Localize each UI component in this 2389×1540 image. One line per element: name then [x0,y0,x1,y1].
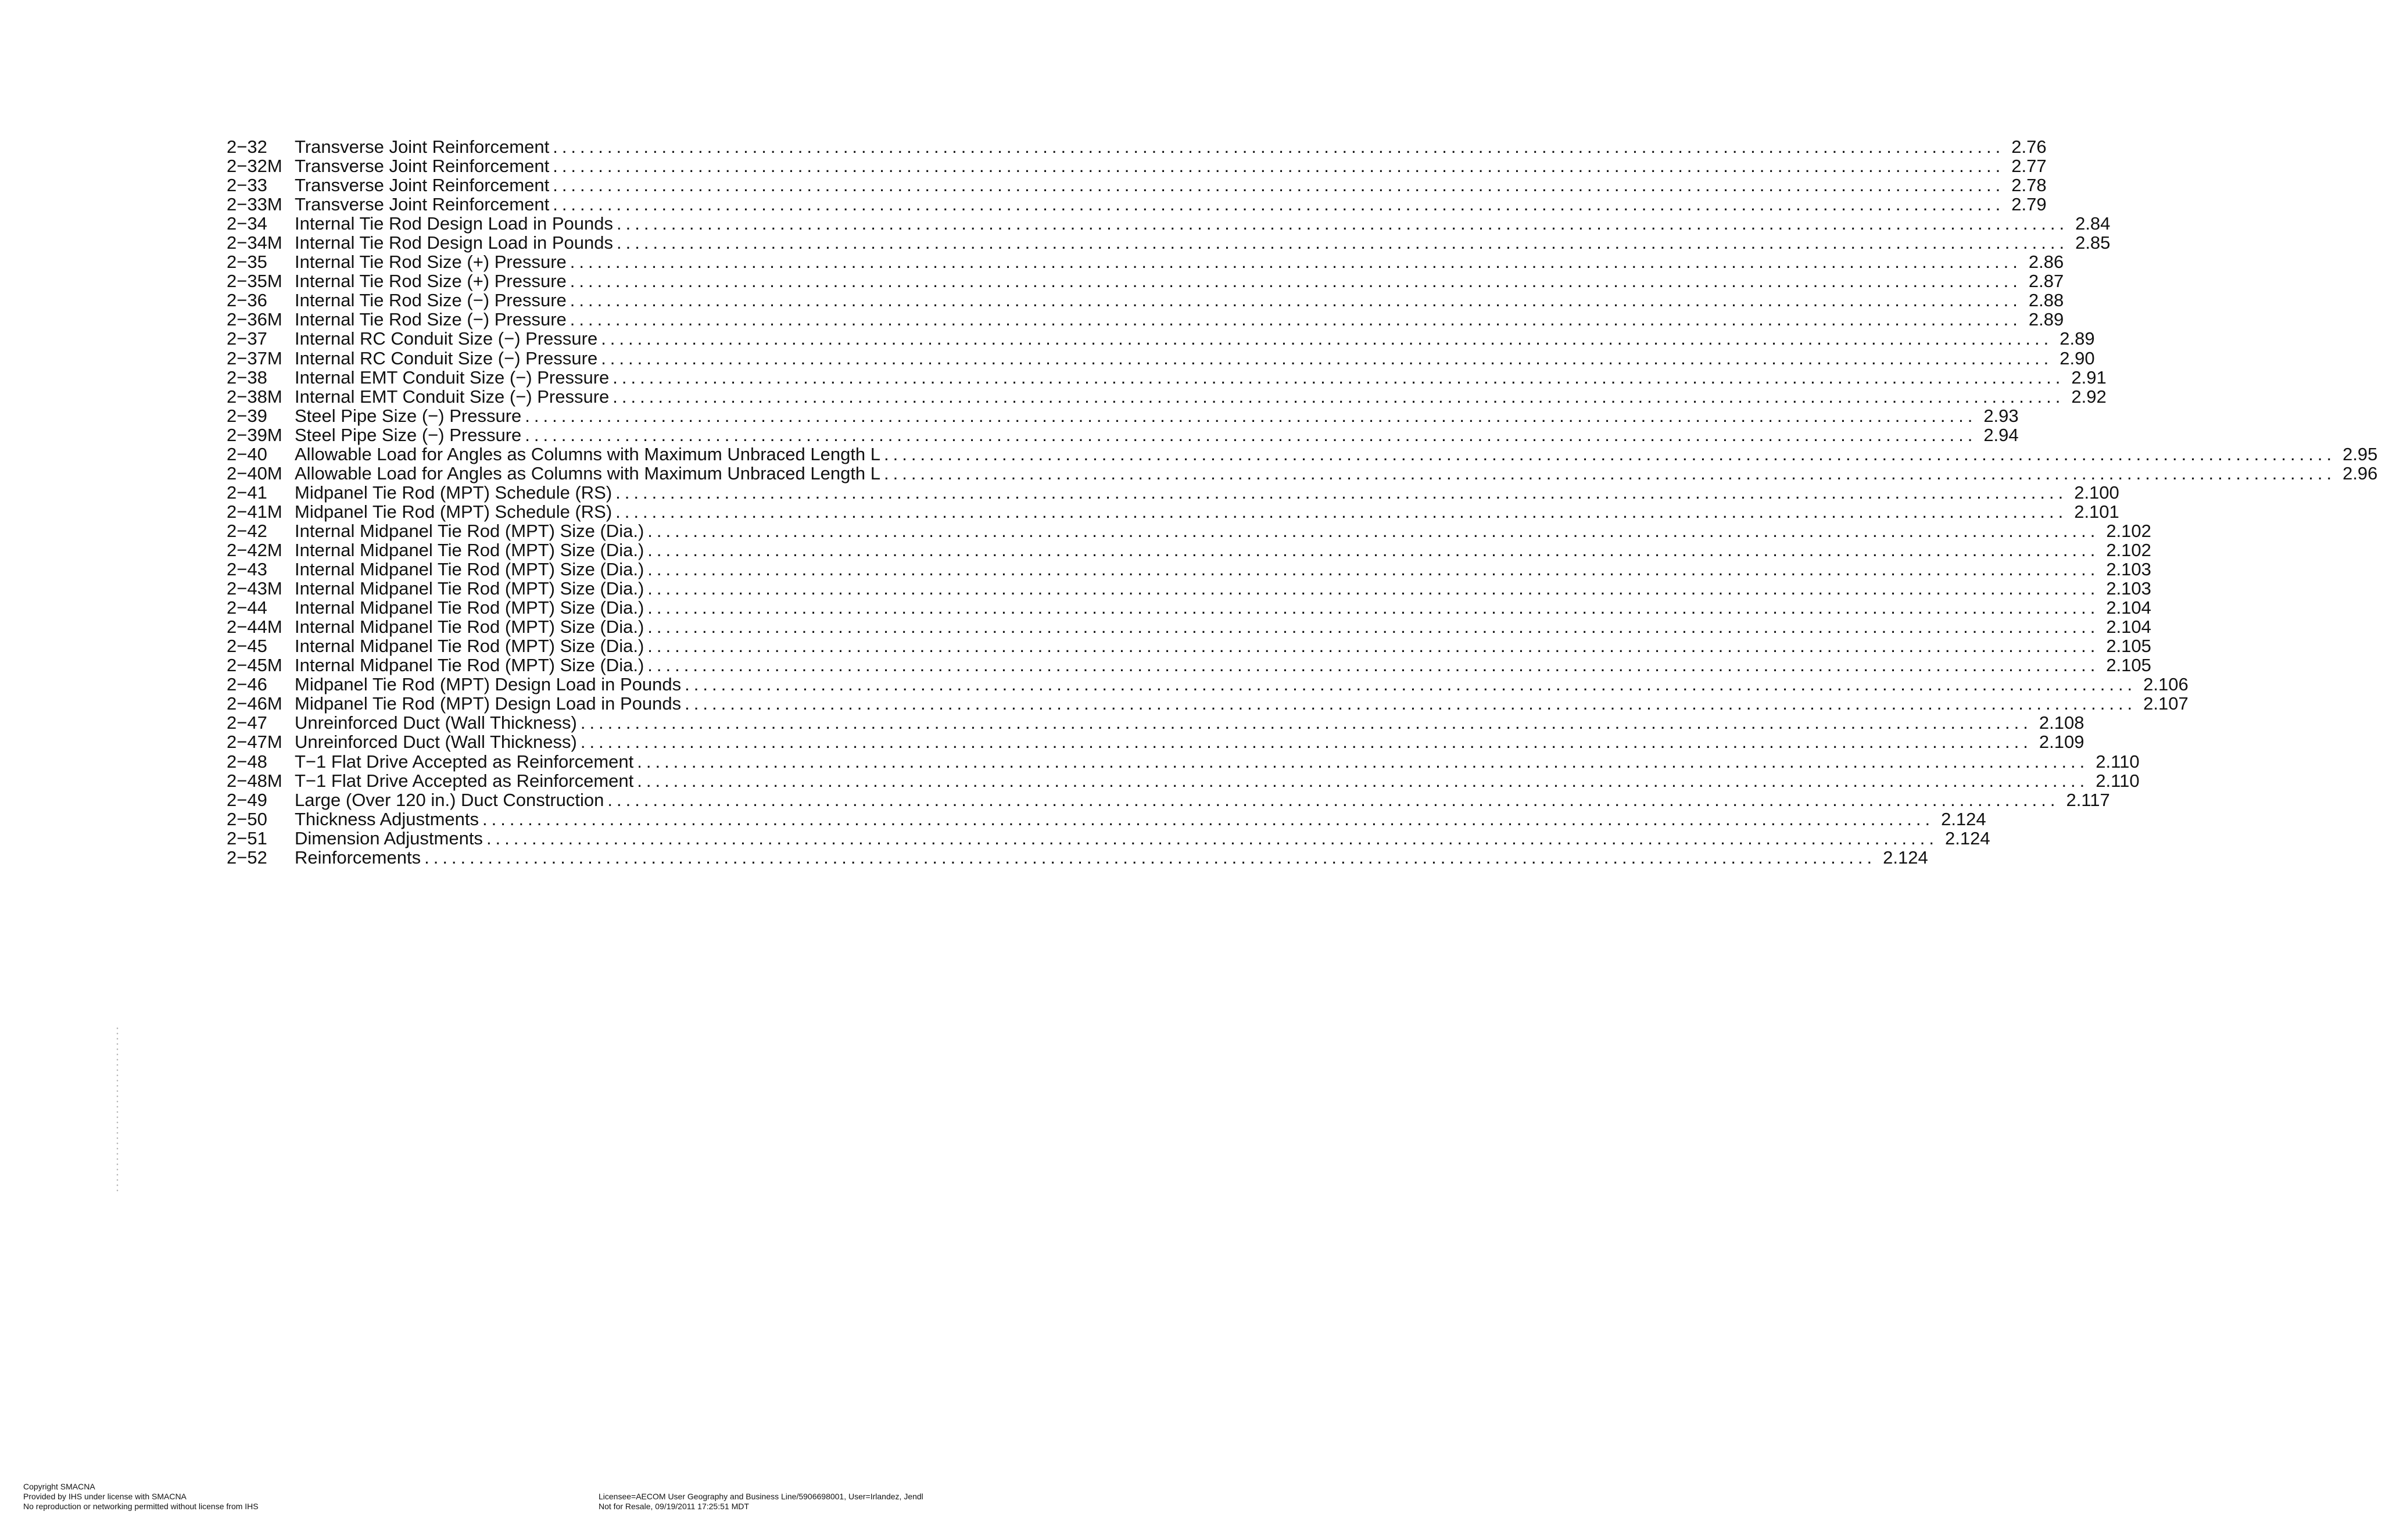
toc-entry-title: T−1 Flat Drive Accepted as Reinforcement [295,751,634,772]
toc-entry-body [295,520,2151,541]
toc-entry-number: 2−40M [227,463,282,484]
toc-entry-page: 2.106 [2143,674,2189,695]
toc-entry-number: 2−40 [227,443,267,464]
toc-entry-page: 2.101 [2074,501,2119,522]
toc-entry-number: 2−32 [227,137,267,157]
toc-entry [227,828,1990,848]
toc-entry-page: 2.85 [2075,232,2111,253]
toc-entry [227,520,2151,541]
toc-entry-number: 2−48M [227,770,282,791]
toc-entry-title: Midpanel Tie Rod (MPT) Design Load in Pounds [295,693,682,714]
toc-dot-leader: ................................................................................................................................................................ [613,367,2065,388]
toc-entry-page: 2.89 [2060,328,2095,349]
toc-entry [227,232,2111,253]
toc-entry [227,501,2119,522]
toc-entry-title: Allowable Load for Angles as Columns with Maximum Unbraced Length L [295,443,881,464]
toc-dot-leader: ................................................................................................................................................................ [647,617,2100,638]
toc-entry-number: 2−45 [227,636,267,657]
toc-entry-page: 2.105 [2106,655,2151,676]
toc-entry-title: Steel Pipe Size (−) Pressure [295,405,522,426]
toc-entry-body [295,693,2189,714]
toc-entry-number: 2−44 [227,597,267,618]
toc-entry-page: 2.124 [1944,828,1990,848]
toc-entry-body [295,213,2111,234]
toc-dot-leader: ................................................................................................................................................................ [570,271,2022,292]
toc-entry-body [295,847,1928,868]
toc-entry-body [295,405,2019,426]
toc-dot-leader: ................................................................................................................................................................ [486,828,1938,848]
toc-entry-body [295,674,2189,695]
toc-entry-title: Internal Midpanel Tie Rod (MPT) Size (Dia.) [295,617,644,638]
toc-entry-number: 2−45M [227,655,282,676]
toc-entry-page: 2.110 [2096,770,2140,791]
toc-entry-title: Internal RC Conduit Size (−) Pressure [295,328,598,349]
toc-entry-number: 2−47 [227,712,267,733]
toc-entry-page: 2.93 [1983,405,2019,426]
toc-entry-number: 2−36 [227,290,267,311]
toc-entry-title: Transverse Joint Reinforcement [295,137,550,157]
toc-entry [227,175,2047,196]
table-of-figures [227,137,2378,868]
toc-entry-body [295,559,2151,580]
toc-entry [227,367,2107,388]
toc-entry-page: 2.92 [2071,386,2107,407]
toc-entry-number: 2−43M [227,578,282,599]
toc-entry-number: 2−41 [227,482,267,503]
toc-entry-page: 2.109 [2039,732,2084,753]
toc-entry [227,732,2084,753]
toc-entry-body [295,424,2019,445]
toc-entry-page: 2.102 [2106,520,2151,541]
toc-entry-page: 2.110 [2096,751,2140,772]
footer-license [599,1492,923,1512]
toc-dot-leader: ................................................................................................................................................................ [424,847,1876,868]
toc-entry-number: 2−37 [227,328,267,349]
toc-entry-page: 2.103 [2106,559,2151,580]
toc-entry-page: 2.77 [2011,156,2047,177]
toc-entry-title: Internal Midpanel Tie Rod (MPT) Size (Dia.) [295,636,644,657]
toc-dot-leader: ................................................................................................................................................................ [647,539,2100,560]
toc-entry [227,348,2095,368]
toc-entry-title: Midpanel Tie Rod (MPT) Design Load in Pounds [295,674,682,695]
toc-dot-leader: ................................................................................................................................................................ [617,213,2069,234]
toc-dot-leader: ................................................................................................................................................................ [884,463,2336,484]
toc-entry-body [295,770,2140,791]
toc-entry [227,309,2064,330]
footer-line: Copyright SMACNA [23,1482,95,1491]
toc-entry-title: Internal Midpanel Tie Rod (MPT) Size (Dia.) [295,520,644,541]
toc-entry-number: 2−39M [227,424,282,445]
toc-entry-title: Thickness Adjustments [295,808,479,829]
toc-entry-title: Internal Midpanel Tie Rod (MPT) Size (Dia.) [295,597,644,618]
toc-entry-number: 2−38M [227,386,282,407]
toc-entry-body [295,617,2151,638]
toc-entry-body [295,732,2084,753]
toc-entry-body [295,828,1990,848]
toc-dot-leader: ................................................................................................................................................................ [570,309,2022,330]
toc-entry-body [295,751,2140,772]
toc-dot-leader: ................................................................................................................................................................ [647,520,2100,541]
toc-entry-number: 2−32M [227,156,282,177]
toc-entry-page: 2.96 [2343,463,2378,484]
toc-dot-leader: ................................................................................................................................................................ [580,732,2032,753]
toc-entry-page: 2.104 [2106,617,2151,638]
toc-dot-leader: ................................................................................................................................................................ [553,194,2005,215]
toc-dot-leader: ................................................................................................................................................................ [482,808,1935,829]
toc-dot-leader: ................................................................................................................................................................ [637,770,2089,791]
toc-entry-body [295,252,2064,273]
toc-entry-title: Internal Tie Rod Design Load in Pounds [295,213,614,234]
toc-entry-body [295,309,2064,330]
toc-entry [227,693,2189,714]
toc-entry [227,213,2111,234]
toc-entry [227,405,2019,426]
toc-entry-page: 2.89 [2028,309,2064,330]
toc-dot-leader: ................................................................................................................................................................ [685,674,2137,695]
toc-entry-title: Dimension Adjustments [295,828,483,848]
toc-entry [227,252,2064,273]
toc-entry-title: Internal Midpanel Tie Rod (MPT) Size (Dia.) [295,578,644,599]
toc-dot-leader: ................................................................................................................................................................ [615,501,2068,522]
toc-entry [227,655,2151,676]
toc-entry-page: 2.117 [2066,789,2110,810]
toc-entry-number: 2−44M [227,617,282,638]
toc-entry-title: Allowable Load for Angles as Columns with Maximum Unbraced Length L [295,463,881,484]
toc-entry [227,463,2378,484]
toc-dot-leader: ................................................................................................................................................................ [553,175,2005,196]
toc-entry [227,578,2151,599]
toc-entry-number: 2−33M [227,194,282,215]
toc-entry-number: 2−50 [227,808,267,829]
toc-dot-leader: ................................................................................................................................................................ [607,789,2060,810]
toc-entry-number: 2−37M [227,348,282,368]
toc-entry-body [295,501,2119,522]
toc-entry [227,290,2064,311]
toc-entry-page: 2.103 [2106,578,2151,599]
toc-entry-body [295,482,2119,503]
toc-entry-page: 2.79 [2011,194,2047,215]
toc-entry [227,137,2047,157]
toc-entry-page: 2.76 [2011,137,2047,157]
toc-entry-number: 2−48 [227,751,267,772]
toc-dot-leader: ................................................................................................................................................................ [525,405,1977,426]
toc-entry-page: 2.94 [1983,424,2019,445]
toc-entry-title: Internal Tie Rod Size (−) Pressure [295,290,567,311]
toc-dot-leader: ................................................................................................................................................................ [570,290,2022,311]
toc-entry-body [295,578,2151,599]
toc-entry [227,674,2189,695]
toc-entry-title: Large (Over 120 in.) Duct Construction [295,789,604,810]
toc-entry [227,559,2151,580]
toc-entry-page: 2.124 [1941,808,1986,829]
toc-entry-body [295,655,2151,676]
toc-entry-title: Transverse Joint Reinforcement [295,175,550,196]
toc-entry-page: 2.91 [2071,367,2107,388]
toc-entry [227,789,2110,810]
toc-entry [227,770,2140,791]
toc-dot-leader: ................................................................................................................................................................ [647,636,2100,657]
toc-entry-body [295,348,2095,368]
toc-entry-title: Internal RC Conduit Size (−) Pressure [295,348,598,368]
toc-entry-number: 2−34 [227,213,267,234]
toc-entry-body [295,463,2378,484]
toc-entry-number: 2−39 [227,405,267,426]
toc-dot-leader: ................................................................................................................................................................ [647,559,2100,580]
toc-entry-number: 2−46M [227,693,282,714]
toc-entry-number: 2−41M [227,501,282,522]
toc-entry-body [295,789,2110,810]
toc-entry-body [295,539,2151,560]
toc-dot-leader: ................................................................................................................................................................ [525,424,1977,445]
toc-entry-title: Internal Tie Rod Size (−) Pressure [295,309,567,330]
toc-entry-title: Internal Tie Rod Design Load in Pounds [295,232,614,253]
toc-entry [227,156,2047,177]
toc-entry [227,847,1928,868]
toc-entry-body [295,808,1986,829]
toc-entry-title: Unreinforced Duct (Wall Thickness) [295,732,577,753]
footer-line: Provided by IHS under license with SMACNA [23,1492,187,1501]
toc-entry-page: 2.107 [2143,693,2189,714]
toc-dot-leader: ................................................................................................................................................................ [647,578,2100,599]
toc-entry-page: 2.78 [2011,175,2047,196]
toc-entry-title: Internal Tie Rod Size (+) Pressure [295,271,567,292]
toc-entry-title: Internal EMT Conduit Size (−) Pressure [295,386,610,407]
toc-entry [227,597,2151,618]
toc-entry-title: Steel Pipe Size (−) Pressure [295,424,522,445]
toc-entry-number: 2−42 [227,520,267,541]
toc-entry-body [295,367,2107,388]
toc-dot-leader: ................................................................................................................................................................ [601,328,2053,349]
toc-entry-page: 2.104 [2106,597,2151,618]
toc-dot-leader: ................................................................................................................................................................ [553,137,2005,157]
toc-entry-title: Midpanel Tie Rod (MPT) Schedule (RS) [295,482,613,503]
toc-entry-title: Reinforcements [295,847,421,868]
toc-dot-leader: ................................................................................................................................................................ [685,693,2137,714]
toc-entry-page: 2.100 [2074,482,2119,503]
toc-entry-title: Transverse Joint Reinforcement [295,156,550,177]
toc-entry-title: Internal Midpanel Tie Rod (MPT) Size (Dia.) [295,655,644,676]
toc-entry-page: 2.95 [2343,443,2378,464]
toc-entry-page: 2.108 [2039,712,2084,733]
toc-entry-body [295,290,2064,311]
toc-entry-page: 2.124 [1883,847,1928,868]
toc-entry [227,194,2047,215]
toc-entry [227,712,2084,733]
toc-entry-page: 2.84 [2075,213,2111,234]
toc-entry-number: 2−51 [227,828,267,848]
toc-entry-number: 2−47M [227,732,282,753]
toc-entry-page: 2.88 [2028,290,2064,311]
toc-entry-page: 2.105 [2106,636,2151,657]
toc-entry [227,617,2151,638]
toc-entry-body [295,386,2107,407]
toc-entry-page: 2.102 [2106,539,2151,560]
toc-entry [227,482,2119,503]
toc-dot-leader: ................................................................................................................................................................ [647,597,2100,618]
toc-entry-title: Internal Midpanel Tie Rod (MPT) Size (Dia.) [295,539,644,560]
toc-dot-leader: ................................................................................................................................................................ [580,712,2032,733]
toc-entry [227,808,1986,829]
toc-entry-number: 2−52 [227,847,267,868]
toc-entry-number: 2−35M [227,271,282,292]
toc-entry-body [295,636,2151,657]
toc-entry-number: 2−36M [227,309,282,330]
toc-entry-body [295,271,2064,292]
toc-dot-leader: ................................................................................................................................................................ [647,655,2100,676]
toc-entry-body [295,156,2047,177]
toc-entry-number: 2−42M [227,539,282,560]
toc-entry-page: 2.90 [2060,348,2095,368]
footer-line: Not for Resale, 09/19/2011 17:25:51 MDT [599,1502,749,1511]
toc-dot-leader: ................................................................................................................................................................ [601,348,2053,368]
toc-entry-number: 2−43 [227,559,267,580]
toc-entry [227,328,2095,349]
toc-entry-body [295,597,2151,618]
toc-entry [227,539,2151,560]
footer-copyright [23,1482,259,1512]
toc-entry-body [295,137,2047,157]
toc-entry [227,443,2378,464]
toc-dot-leader: ................................................................................................................................................................ [637,751,2089,772]
toc-entry-title: Internal Tie Rod Size (+) Pressure [295,252,567,273]
toc-entry-title: T−1 Flat Drive Accepted as Reinforcement [295,770,634,791]
toc-entry [227,424,2019,445]
toc-entry-body [295,194,2047,215]
toc-entry-title: Midpanel Tie Rod (MPT) Schedule (RS) [295,501,613,522]
toc-dot-leader: ................................................................................................................................................................ [884,443,2336,464]
toc-dot-leader: ................................................................................................................................................................ [615,482,2068,503]
toc-entry-title: Transverse Joint Reinforcement [295,194,550,215]
toc-entry-page: 2.87 [2028,271,2064,292]
toc-entry-number: 2−34M [227,232,282,253]
toc-entry-body [295,232,2111,253]
toc-dot-leader: ................................................................................................................................................................ [570,252,2022,273]
toc-dot-leader: ................................................................................................................................................................ [613,386,2065,407]
toc-entry-body [295,328,2095,349]
margin-scan-marks [116,1026,119,1194]
toc-dot-leader: ................................................................................................................................................................ [553,156,2005,177]
toc-entry [227,751,2140,772]
toc-entry-title: Internal EMT Conduit Size (−) Pressure [295,367,610,388]
toc-entry-number: 2−38 [227,367,267,388]
footer-line: No reproduction or networking permitted without license from IHS [23,1502,259,1511]
toc-entry-number: 2−46 [227,674,267,695]
toc-entry [227,636,2151,657]
toc-entry [227,386,2107,407]
toc-entry-title: Unreinforced Duct (Wall Thickness) [295,712,577,733]
toc-entry [227,271,2064,292]
toc-entry-number: 2−33 [227,175,267,196]
toc-entry-body [295,175,2047,196]
toc-entry-title: Internal Midpanel Tie Rod (MPT) Size (Dia.) [295,559,644,580]
footer-line: Licensee=AECOM User Geography and Business Line/5906698001, User=Irlandez, Jendl [599,1492,923,1501]
toc-entry-number: 2−35 [227,252,267,273]
toc-entry-body [295,443,2378,464]
toc-dot-leader: ................................................................................................................................................................ [617,232,2069,253]
toc-entry-number: 2−49 [227,789,267,810]
toc-entry-body [295,712,2084,733]
toc-entry-page: 2.86 [2028,252,2064,273]
